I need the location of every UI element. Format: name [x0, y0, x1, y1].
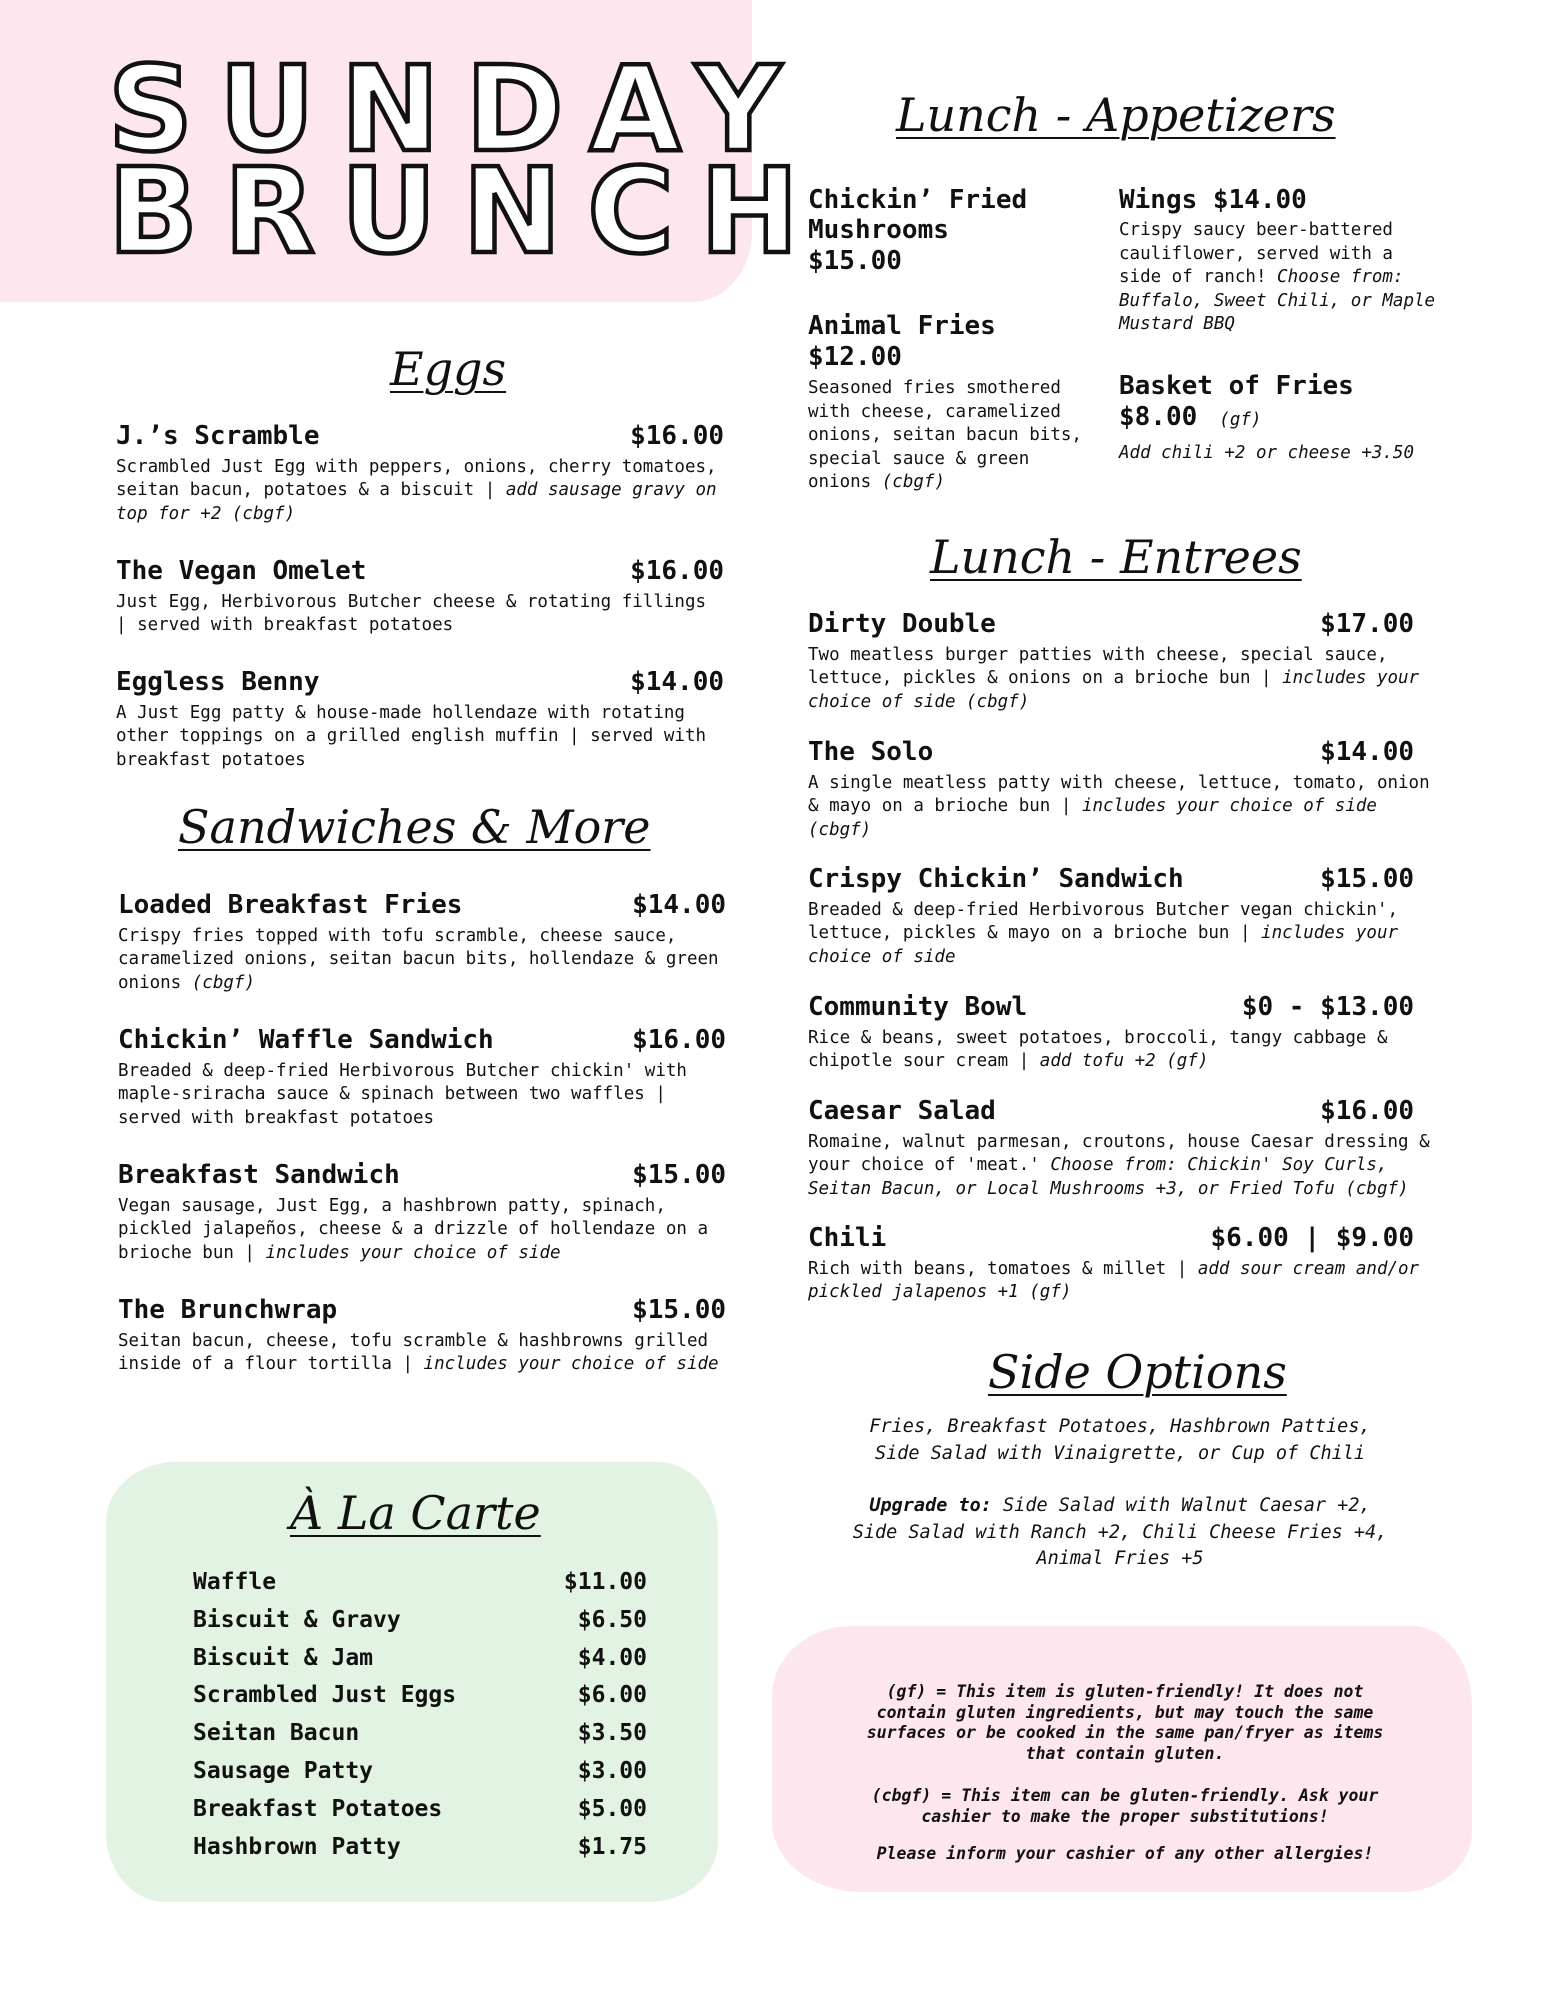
item-description: A single meatless patty with cheese, lettuce, tomato, onion & mayo on a brioche bun | includes your choice of side (cbgf): [808, 772, 1430, 840]
item-name: J.’s Scramble: [116, 421, 320, 451]
list-item: Scrambled Just Eggs $6.00: [193, 1682, 647, 1709]
a-la-carte-list: [193, 1564, 647, 1866]
side-options-text: Fries, Breakfast Potatoes, Hashbrown Patties, Side Salad with Vinaigrette, or Cup of Chili: [869, 1416, 1371, 1464]
item-price: $12.00: [808, 342, 902, 372]
item-price: $6.00 | $9.00: [1210, 1223, 1414, 1253]
item-note: Add chili +2 or cheese +3.50: [1119, 443, 1415, 463]
item-price: $16.00: [630, 556, 724, 586]
item-name: Breakfast Sandwich: [118, 1160, 400, 1190]
item-price: $14.00: [1320, 737, 1414, 767]
menu-item: [808, 311, 1083, 495]
menu-item: [808, 1223, 1420, 1305]
item-name: Chickin’ Waffle Sandwich: [118, 1025, 494, 1055]
upgrade-label: Upgrade to:: [869, 1495, 992, 1516]
item-price: $16.00: [1320, 1096, 1414, 1126]
menu-item: [118, 1296, 726, 1377]
appetizers-heading: Lunch - Appetizers: [896, 88, 1336, 142]
menu-item: [116, 668, 724, 772]
item-name: Crispy Chickin’ Sandwich: [808, 864, 1184, 894]
item-price: $15.00: [632, 1295, 726, 1325]
list-item: Hashbrown Patty $1.75: [193, 1833, 647, 1860]
menu-item: [116, 422, 724, 526]
item-name: Mushrooms: [808, 215, 949, 245]
item-name: The Brunchwrap: [118, 1295, 338, 1325]
a-la-carte-heading: À La Carte: [290, 1486, 541, 1540]
eggs-heading: Eggs: [390, 342, 507, 396]
item-price: $14.00: [630, 667, 724, 697]
item-price: $8.00 (gf): [1119, 402, 1262, 432]
item-name: The Solo: [808, 737, 934, 767]
item-name: Animal Fries: [808, 311, 996, 341]
item-price: $16.00: [630, 421, 724, 451]
item-name: Chili: [808, 1223, 887, 1253]
entrees-heading: Lunch - Entrees: [930, 530, 1302, 584]
list-item: Biscuit & Gravy $6.50: [193, 1606, 647, 1633]
item-price: $17.00: [1320, 609, 1414, 639]
item-price: $15.00: [808, 246, 902, 276]
item-price: $0 - $13.00: [1241, 992, 1414, 1022]
item-name: Basket of Fries: [1119, 371, 1354, 401]
menu-item: [1119, 185, 1439, 337]
menu-item: [118, 891, 726, 995]
item-description: Just Egg, Herbivorous Butcher cheese & rotating fillings | served with breakfast potatoes: [116, 591, 707, 636]
item-description: Scrambled Just Egg with peppers, onions, cherry tomatoes, seitan bacun, potatoes & a biscuit | add sausage gravy on top for +2 (cbgf): [116, 456, 717, 524]
sandwiches-heading: Sandwiches & More: [178, 800, 651, 854]
menu-item: [118, 1161, 726, 1265]
list-item: Breakfast Potatoes $5.00: [193, 1795, 647, 1822]
item-description: Breaded & deep-fried Herbivorous Butcher chickin' with maple-sriracha sauce & spinach between two waffles | served with breakfast potatoes: [118, 1060, 687, 1128]
list-item: Biscuit & Jam $4.00: [193, 1644, 647, 1671]
item-name: Chickin’ Fried: [808, 185, 1028, 215]
menu-title-line1: SUNDAY: [108, 40, 807, 178]
item-description: Vegan sausage, Just Egg, a hashbrown patty, spinach, pickled jalapeños, cheese & a drizzle of hollendaze on a brioche bun | includes your choice of side: [118, 1195, 709, 1263]
list-item: Waffle $11.00: [193, 1569, 647, 1595]
menu-item: [808, 185, 1108, 277]
item-name: Eggless Benny: [116, 667, 320, 697]
sides-heading: Side Options: [988, 1345, 1287, 1399]
menu-item: [118, 1026, 726, 1130]
item-description: Crispy fries topped with tofu scramble, cheese sauce, caramelized onions, seitan bacun bits, hollendaze & green onions (cbgf): [118, 925, 719, 993]
item-name: Community Bowl: [808, 992, 1028, 1022]
item-description: Seasoned fries smothered with cheese, caramelized onions, seitan bacun bits, special sauce & green onions (cbgf): [808, 378, 1082, 492]
item-description: Seitan bacun, cheese, tofu scramble & hashbrowns grilled inside of a flour tortilla | includes your choice of side: [118, 1330, 719, 1375]
item-price: $14.00: [632, 890, 726, 920]
upgrade-options-text: Upgrade to: Side Salad with Walnut Caesar +2, Side Salad with Ranch +2, Chili Cheese Fries +4, Animal Fries +5: [852, 1495, 1388, 1569]
list-item: Sausage Patty $3.00: [193, 1757, 647, 1784]
item-name: Loaded Breakfast Fries: [118, 890, 463, 920]
list-item: Seitan Bacun $3.50: [193, 1720, 647, 1747]
menu-item: [808, 737, 1430, 842]
menu-item: [808, 609, 1420, 714]
item-price: $16.00: [632, 1025, 726, 1055]
item-name: Dirty Double: [808, 609, 996, 639]
menu-item: [808, 865, 1414, 969]
allergy-inform-note: Please inform your cashier of any other allergies!: [876, 1844, 1374, 1863]
item-description: Rice & beans, sweet potatoes, broccoli, tangy cabbage & chipotle sour cream | add tofu +2 (gf): [808, 1027, 1388, 1072]
menu-title-line2: BRUNCH: [108, 142, 825, 280]
item-description: Crispy saucy beer-battered cauliflower, served with a side of ranch! Choose from: Buffalo, Sweet Chili, or Maple Mustard BBQ: [1119, 220, 1436, 334]
gf-badge: (gf): [1219, 410, 1262, 430]
item-description: Rich with beans, tomatoes & millet | add sour cream and/or pickled jalapenos +1 (gf): [808, 1258, 1420, 1303]
gf-note: (gf) = This item is gluten-friendly! It does not contain gluten ingredients, but may touch the same surfaces or be cooked in the same pan/fryer as items that contain gluten.: [866, 1682, 1384, 1763]
menu-item: [808, 1096, 1430, 1201]
item-description: Breaded & deep-fried Herbivorous Butcher vegan chickin', lettuce, pickles & mayo on a brioche bun | includes your choice of side: [808, 899, 1399, 967]
item-price: $15.00: [632, 1160, 726, 1190]
menu-item: [808, 993, 1414, 1074]
item-description: A Just Egg patty & house-made hollendaze with rotating other toppings on a grilled english muffin | served with breakfast potatoes: [116, 702, 707, 770]
item-name: Caesar Salad: [808, 1096, 996, 1126]
item-price: $15.00: [1320, 864, 1414, 894]
item-description: Two meatless burger patties with cheese, special sauce, lettuce, pickles & onions on a brioche bun | includes your choice of side (cbgf): [808, 644, 1420, 712]
menu-item: [1119, 371, 1449, 466]
menu-item: [116, 557, 724, 638]
item-description: Romaine, walnut parmesan, croutons, house Caesar dressing & your choice of 'meat.' Choose from: Chickin' Soy Curls, Seitan Bacun, or Local Mushrooms +3, or Fried Tofu (cbgf): [808, 1131, 1430, 1199]
item-name: The Vegan Omelet: [116, 556, 367, 586]
item-name: Wings $14.00: [1119, 185, 1307, 215]
cbgf-note: (cbgf) = This item can be gluten-friendly. Ask your cashier to make the proper substitutions!: [871, 1786, 1379, 1826]
